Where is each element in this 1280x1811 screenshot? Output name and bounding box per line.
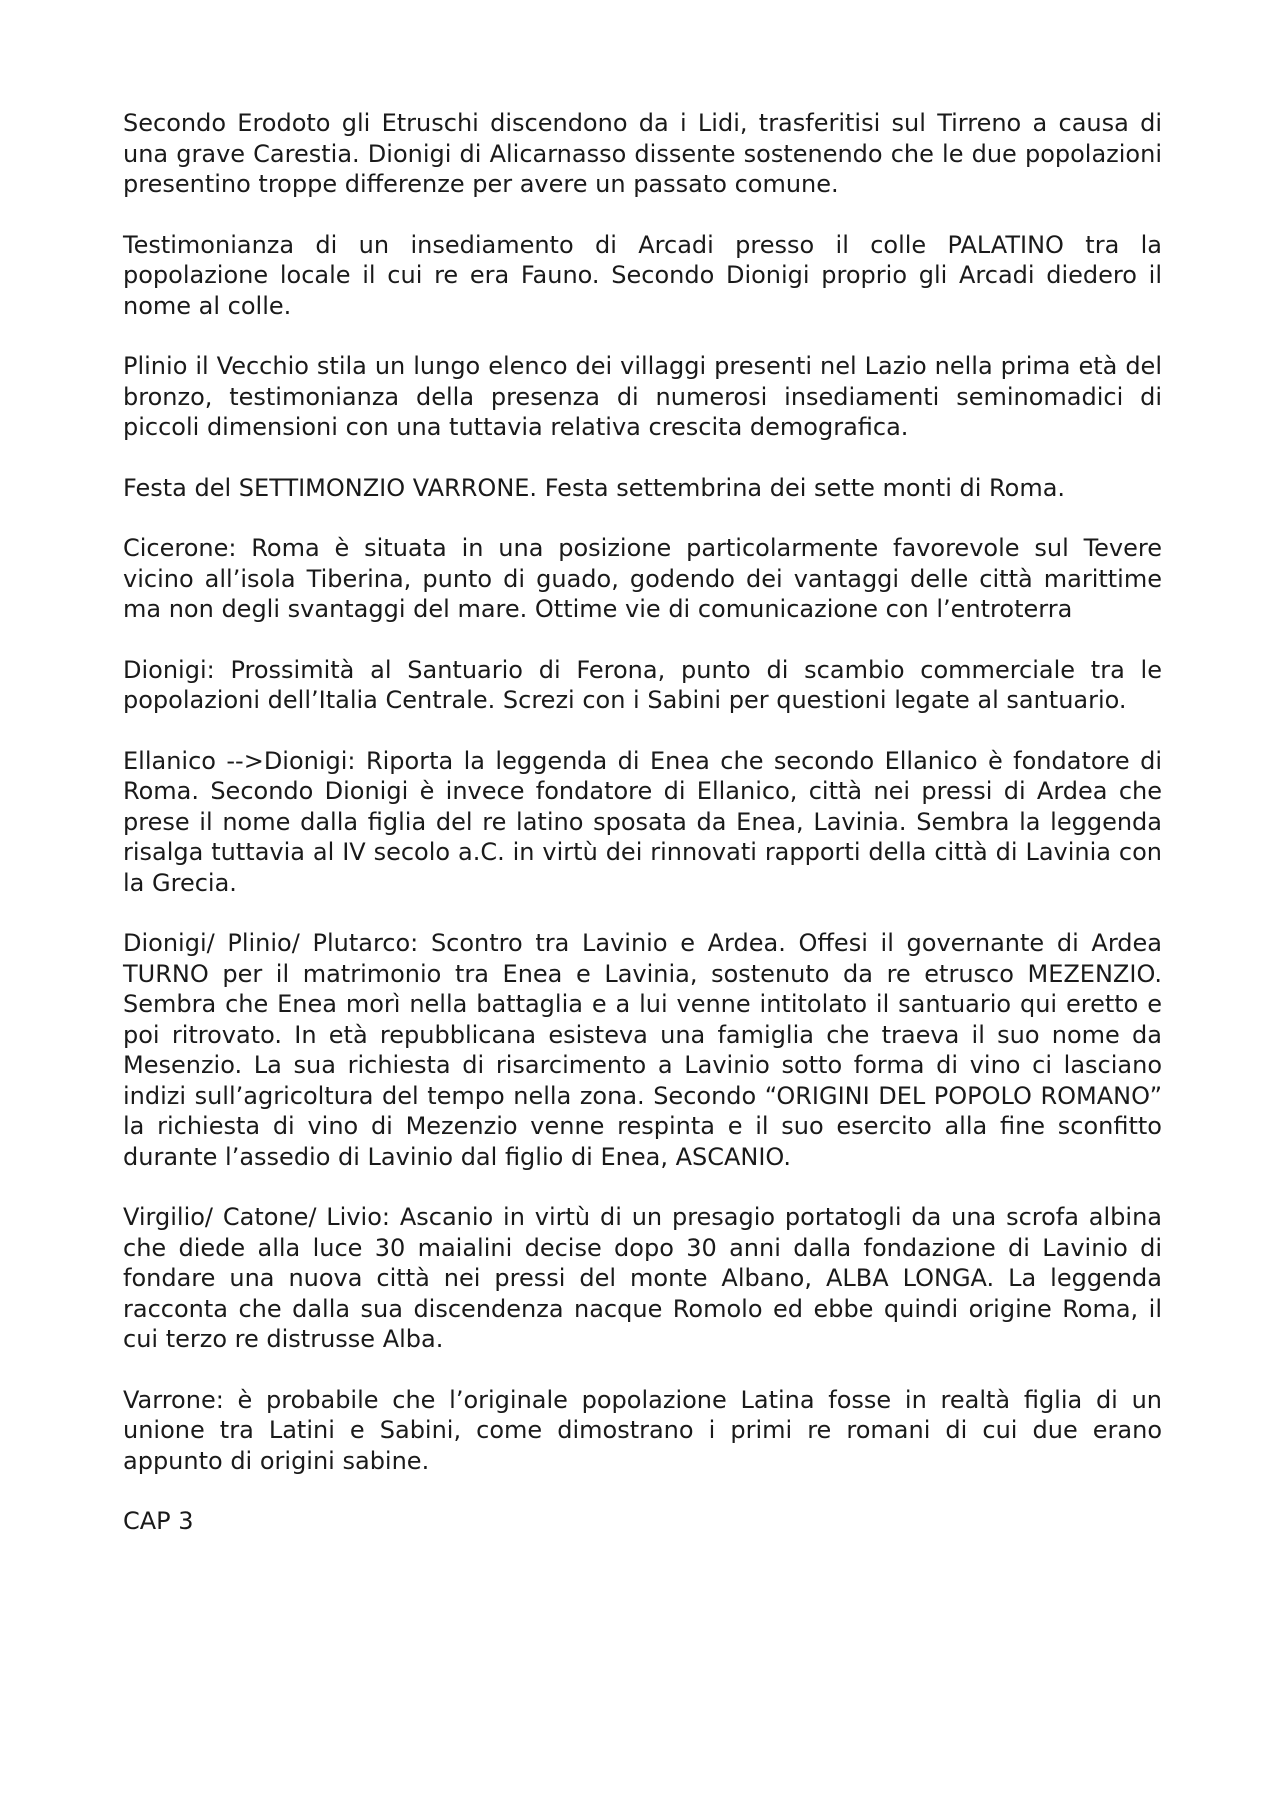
paragraph-plinio: Plinio il Vecchio stila un lungo elenco dei villaggi presenti nel Lazio nella prima età del bronzo, testimonianza della presenza di numerosi insediamenti seminomadici di piccoli dimensioni con una tuttavia relativa crescita demografica.	[123, 352, 1162, 441]
paragraph-ellanico: Ellanico -->Dionigi: Riporta la leggenda di Enea che secondo Ellanico è fondatore di Roma. Secondo Dionigi è invece fondatore di Ellanico, città nei pressi di Ardea che prese il nome dalla figlia del re latino sposata da Enea, Lavinia. Sembra la leggenda risalga tuttavia al IV secolo a.C. in virtù dei rinnovati rapporti della città di Lavinia con la Grecia.	[123, 746, 1162, 897]
paragraph-arcadi: Testimonianza di un insediamento di Arcadi presso il colle PALATINO tra la popolazione locale il cui re era Fauno. Secondo Dionigi proprio gli Arcadi diedero il nome al colle.	[123, 230, 1162, 320]
paragraph-dionigi-ferona: Dionigi: Prossimità al Santuario di Ferona, punto di scambio commerciale tra le popolazioni dell’Italia Centrale. Screzi con i Sabini per questioni legate al santuario.	[123, 655, 1162, 714]
chapter-heading: CAP 3	[123, 1507, 194, 1535]
paragraph-alba-longa: Virgilio/ Catone/ Livio: Ascanio in virtù di un presagio portatogli da una scrofa albina che diede alla luce 30 maialini decise dopo 30 anni dalla fondazione di Lavinio di fondare una nuova città nei pressi del monte Albano, ALBA LONGA. La leggenda racconta che dalla sua discendenza nacque Romolo ed ebbe quindi origine Roma, il cui terzo re distrusse Alba.	[123, 1203, 1162, 1353]
paragraph-settimonzio: Festa del SETTIMONZIO VARRONE. Festa settembrina dei sette monti di Roma.	[123, 473, 1066, 502]
paragraph-erodoto: Secondo Erodoto gli Etruschi discendono da i Lidi, trasferitisi sul Tirreno a causa di una grave Carestia. Dionigi di Alicarnasso dissente sostenendo che le due popolazioni presentino troppe differenze per avere un passato comune.	[123, 109, 1162, 198]
document-page	[123, 108, 1162, 1537]
paragraph-lavinio-ardea: Dionigi/ Plinio/ Plutarco: Scontro tra Lavinio e Ardea. Offesi il governante di Ardea TURNO per il matrimonio tra Enea e Lavinia, sostenuto da re etrusco MEZENZIO. Sembra che Enea morì nella battaglia e a lui venne intitolato il santuario qui eretto e poi ritrovato. In età repubblicana esisteva una famiglia che traeva il suo nome da Mesenzio. La sua richiesta di risarcimento a Lavinio sotto forma di vino ci lasciano indizi sull’agricoltura del tempo nella zona. Secondo “ORIGINI DEL POPOLO ROMANO” la richiesta di vino di Mezenzio venne respinta e il suo esercito alla fine sconfitto durante l’assedio di Lavinio dal figlio di Enea, ASCANIO.	[123, 929, 1162, 1171]
paragraph-cicerone: Cicerone: Roma è situata in una posizione particolarmente favorevole sul Tevere vicino all’isola Tiberina, punto di guado, godendo dei vantaggi delle città marittime ma non degli svantaggi del mare. Ottime vie di comunicazione con l’entroterra	[123, 534, 1162, 623]
paragraph-varrone: Varrone: è probabile che l’originale popolazione Latina fosse in realtà figlia di un unione tra Latini e Sabini, come dimostrano i primi re romani di cui due erano appunto di origini sabine.	[123, 1385, 1162, 1475]
